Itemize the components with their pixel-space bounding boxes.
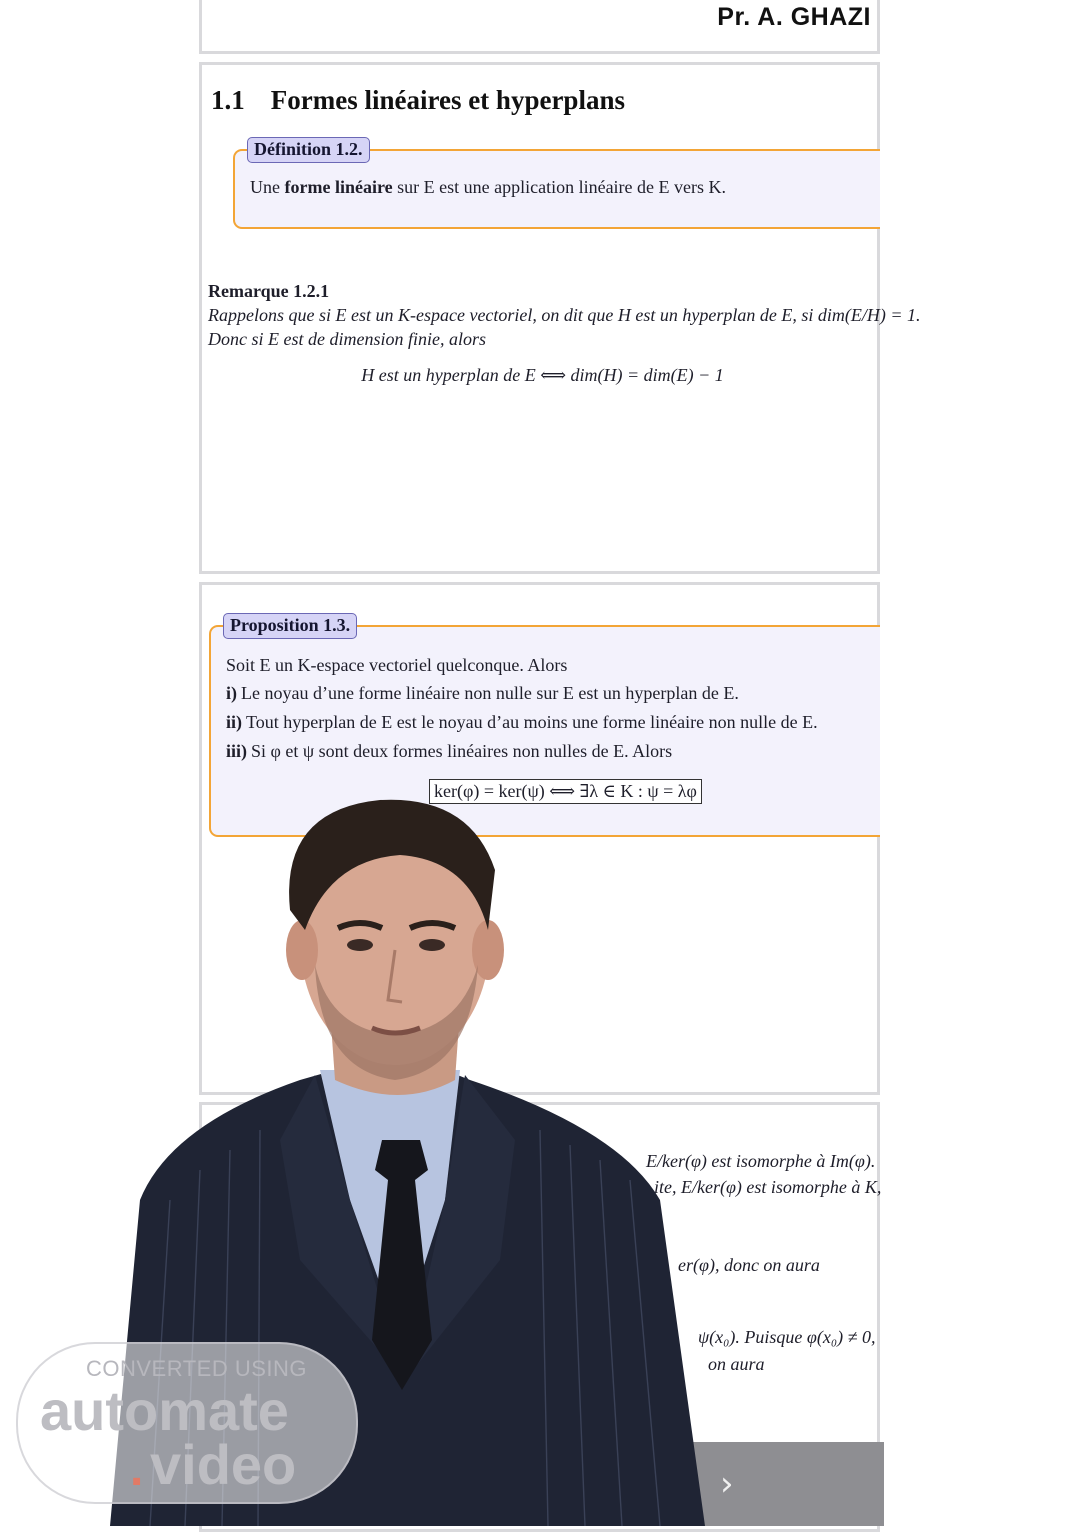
watermark-brand-video: video [150,1433,297,1496]
author-name: Pr. A. GHAZI [717,3,871,31]
proposition-item: i) Le noyau d’une forme linéaire non nulle sur E est un hyperplan de E. [226,683,739,703]
definition-label: Définition 1.2. [247,137,370,163]
watermark-badge [16,1342,358,1504]
proof-line: ite, E/ker(φ) est isomorphe à K, [654,1177,882,1197]
watermark-brand-automate: automate [40,1379,289,1442]
proposition-item: iii) Si φ et ψ sont deux formes linéaires non nulles de E. Alors [226,741,673,761]
proof-line: ψ(x₀). Puisque φ(x₀) ≠ 0, [698,1327,876,1347]
section-title [211,85,625,116]
definition-text: Une forme linéaire sur E est une application linéaire de E vers K. [250,177,727,197]
proof-line: er(φ), donc on aura [678,1255,820,1275]
proposition-intro: Soit E un K-espace vectoriel quelconque. Alors [226,655,568,675]
proof-line: E/ker(φ) est isomorphe à Im(φ). [646,1151,876,1171]
proposition-formula: ker(φ) = ker(ψ) ⟺ ∃λ ∈ K : ψ = λφ [429,779,702,804]
remark-line-2: Donc si E est de dimension finie, alors [208,329,486,349]
chevron-right-icon[interactable]: › [720,1464,734,1504]
section-number: 1.1 [211,85,245,115]
definition-term: forme linéaire [284,177,393,197]
header-page [199,0,880,54]
definition-box [233,139,880,229]
proposition-label: Proposition 1.3. [223,613,357,639]
remark-equation: H est un hyperplan de E ⟺ dim(H) = dim(E) − 1 [361,365,724,385]
proof-line: on aura [708,1354,765,1374]
watermark-caption: CONVERTED USING [86,1356,308,1381]
page-definition [199,62,921,574]
proposition-item: ii) Tout hyperplan de E est le noyau d’au moins une forme linéaire non nulle de E. [226,712,818,732]
watermark-dot: . [130,1443,144,1496]
remark-line-1: Rappelons que si E est un K-espace vectoriel, on dit que H est un hyperplan de E, si dim(E/H) = 1. [208,305,921,325]
remark-title: Remarque 1.2.1 [208,281,330,301]
section-title-text: Formes linéaires et hyperplans [270,85,625,115]
